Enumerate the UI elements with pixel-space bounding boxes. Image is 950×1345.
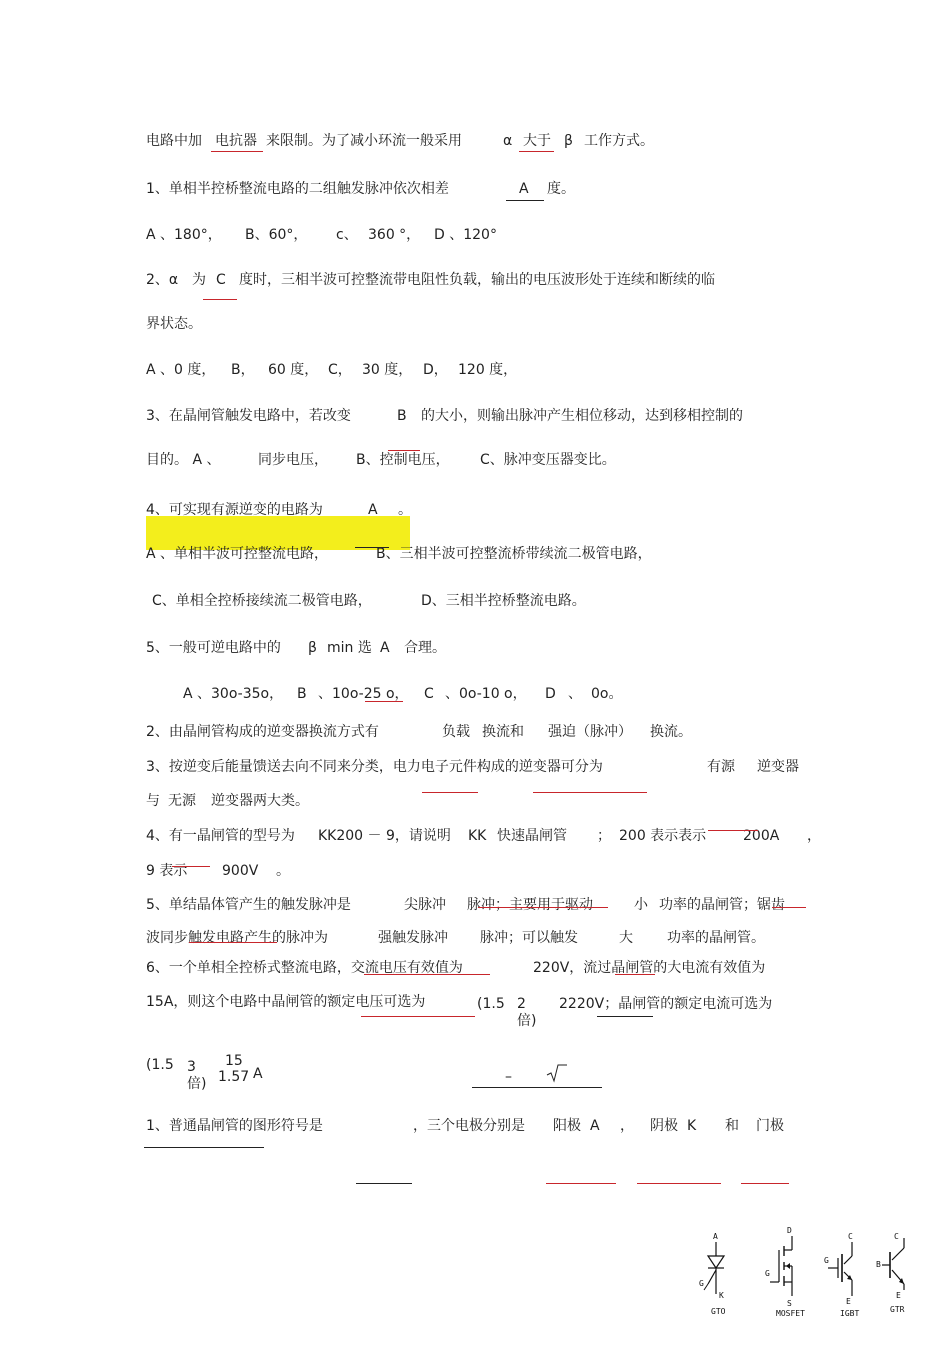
igbt-collector-label: C [848,1232,853,1241]
option: B、60°， [245,227,308,243]
text: ，三个电极分别是 [413,1118,525,1134]
answer-underline [211,151,263,152]
answer: 阳极 [553,1118,581,1134]
answer-underline [741,1183,789,1184]
strike-mark [772,907,806,908]
igbt-emitter-label: E [846,1297,851,1306]
option: D 、120° [434,227,497,243]
text: 脉冲；主要用于驱动 [467,897,593,913]
answer-underline [356,1183,412,1184]
gto-label: GTO [711,1307,726,1316]
option: 、 [568,686,582,702]
gto-symbol-icon [698,1228,742,1320]
answer: K [687,1118,697,1134]
answer: C [216,272,226,288]
answer: 快速晶闸管 [497,828,567,844]
gtr-collector-label: C [894,1232,899,1241]
fill-6: 6、一个单相全控桥式整流电路，交流电压有效值为 [146,960,463,976]
answer-underline [144,1147,264,1148]
igbt-symbol-icon [822,1230,868,1322]
option: C， [328,362,352,378]
text: 15 [225,1053,243,1069]
igbt-label: IGBT [840,1309,860,1318]
text: ； [597,828,611,844]
text: β [308,640,317,656]
text: 倍) [517,1013,537,1029]
answer: 负载 [442,724,470,740]
mosfet-label: MOSFET [776,1309,805,1318]
gto-anode-label: A [713,1232,718,1241]
option: B [297,686,307,702]
option: A 、180°， [146,227,222,243]
gto-gate-label: G [699,1279,704,1288]
text: 度时，三相半波可控整流带电阻性负载，输出的电压波形处于连续和断续的临 [239,272,715,288]
answer: 2220V；晶闸管的额定电流可选为 [559,996,773,1012]
text: 合理。 [404,640,446,656]
text: 脉冲；可以触发 [480,930,578,946]
fill-5: 5、单结晶体管产生的触发脉冲是 [146,897,351,913]
text: 220V，流过晶闸管的大电流有效值为 [533,960,766,976]
text: 3 [187,1059,196,1075]
text: 功率的晶闸管；锯齿 [659,897,785,913]
option: 0o。 [591,686,623,702]
mosfet-drain-label: D [787,1226,792,1235]
text: 1.57 [218,1069,250,1085]
fill-3: 3、按逆变后能量馈送去向不同来分类，电力电子元件构成的逆变器可分为 [146,759,603,775]
text: A [253,1066,263,1082]
answer-underline [519,151,554,152]
answer-underline [506,200,544,201]
option: 同步电压， [258,452,328,468]
answer: 尖脉冲 [404,897,446,913]
option: 360 °， [368,227,421,243]
option: B， [231,362,255,378]
gtr-symbol-icon [874,1230,918,1320]
text: 换流和 [482,724,524,740]
answer-underline [203,299,237,300]
text: KK [468,828,487,844]
fill-2: 2、由晶闸管构成的逆变器换流方式有 [146,724,379,740]
fill-4: 4、有一晶闸管的型号为 [146,828,295,844]
answer: 门极 [756,1118,784,1134]
text: 与 [146,793,160,809]
answer: 小 [634,897,648,913]
question-1: 1、单相半控桥整流电路的二组触发脉冲依次相差 [146,181,449,197]
text: 200 表示表示 [619,828,707,844]
text: (1.5 [146,1057,174,1073]
text: 工作方式。 [584,133,654,149]
answer: 无源 [168,793,196,809]
option: C、单相全控桥接续流二极管电路， [152,593,372,609]
text: 2 [517,996,526,1012]
gtr-label: GTR [890,1305,905,1314]
mosfet-gate-label: G [765,1269,770,1278]
answer-underline [189,942,277,943]
option: 120 度， [458,362,518,378]
text: 电路中加 [146,133,202,149]
text: 倍) [187,1076,207,1092]
text: (1.5 [477,996,505,1012]
answer-underline [708,830,758,831]
option: C、脉冲变压器变比。 [480,452,616,468]
option: D、三相半控桥整流电路。 [421,593,586,609]
answer: 大 [619,930,633,946]
text: 来限制。为了减小环流一般采用 [266,133,462,149]
answer: A [368,502,378,518]
igbt-gate-label: G [824,1256,829,1265]
symbols-question: 1、普通晶闸管的图形符号是 [146,1118,323,1134]
text: 功率的晶闸管。 [667,930,765,946]
text: α [503,133,513,149]
strike-mark [478,907,608,908]
answer: 电抗器 [215,133,257,149]
answer: 900V [222,863,259,879]
answer: A [519,181,529,197]
answer-underline [546,1183,616,1184]
answer-underline [364,974,490,975]
option: 60 度， [268,362,319,378]
mark [365,701,403,702]
option: 、10o-25 o， [318,686,409,702]
option: D， [423,362,448,378]
gtr-base-label: B [876,1260,881,1269]
option: B、三相半波可控整流桥带续流二极管电路， [376,546,652,562]
text: ， [620,1118,634,1134]
answer-underline [422,792,478,793]
answer-underline [637,1183,721,1184]
text: 为 [192,272,206,288]
text: 换流。 [650,724,692,740]
answer-underline [533,792,647,793]
question-3: 3、在晶闸管触发电路中，若改变 [146,408,351,424]
answer-underline [472,1087,602,1088]
answer: 强迫（脉冲） [548,724,632,740]
text: ， [807,828,821,844]
mosfet-symbol-icon [760,1224,810,1318]
text: 逆变器两大类。 [211,793,309,809]
mosfet-source-label: S [787,1299,792,1308]
option: 目的。 A 、 [146,452,221,468]
text: β [564,133,573,149]
text: 和 [725,1118,739,1134]
answer: A [590,1118,600,1134]
option: C [424,686,434,702]
text: 逆变器 [757,759,799,775]
answer: A [380,640,390,656]
text: 度。 [547,181,575,197]
option: B、控制电压， [356,452,450,468]
option: 30 度， [362,362,413,378]
answer: 强触发脉冲 [378,930,448,946]
answer-underline [361,1016,475,1017]
option: c、 [336,227,358,243]
gto-cathode-label: K [719,1291,724,1300]
text: 15A，则这个电路中晶闸管的额定电压可选为 [146,994,426,1010]
text: 的大小，则输出脉冲产生相位移动，达到移相控制的 [421,408,743,424]
text: – [505,1069,512,1085]
answer: 大于 [523,133,551,149]
answer: B [397,408,407,424]
question-2: 2、α [146,272,179,288]
text: 波同步触发电路产生的脉冲为 [146,930,328,946]
text: 界状态。 [146,316,202,332]
text: min 选 [327,640,372,656]
answer-underline [172,866,210,867]
gtr-emitter-label: E [896,1291,901,1300]
sqrt-sign-icon [545,1062,569,1084]
option: 、0o-10 o， [445,686,527,702]
text: 。 [398,502,412,518]
option: A 、单相半波可控整流电路， [146,546,329,562]
option: A 、30o-35o， [183,686,284,702]
option: A 、0 度， [146,362,216,378]
question-4: 4、可实现有源逆变的电路为 [146,502,323,518]
answer-underline [597,1016,653,1017]
text: KK200 － 9，请说明 [318,828,451,844]
question-5: 5、一般可逆电路中的 [146,640,281,656]
answer: 有源 [707,759,735,775]
text: 9 表示 [146,863,188,879]
answer: 阴极 [650,1118,678,1134]
answer: 200A [743,828,780,844]
option: D [545,686,556,702]
answer-underline [615,974,655,975]
text: 。 [276,863,290,879]
